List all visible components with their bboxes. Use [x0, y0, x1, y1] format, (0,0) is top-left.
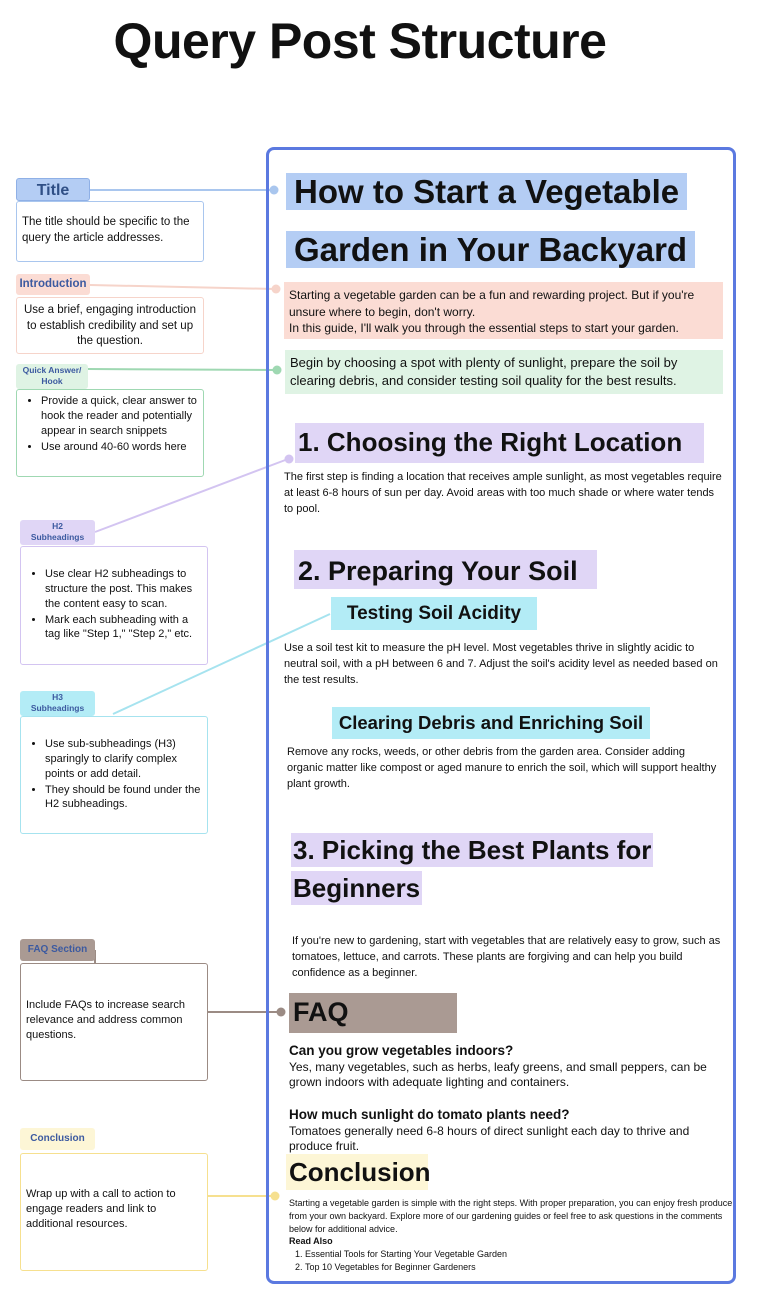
conclusion-annotation-text: Wrap up with a call to action to engage readers and link to additional resources. — [26, 1188, 176, 1230]
h3-testing-acidity: Testing Soil Acidity — [331, 597, 537, 630]
h2-annotation-item: • Mark each subheading with a tag like "Step 1," "Step 2," etc. — [45, 613, 203, 643]
h2-choosing-location-text: The first step is finding a location that receives ample sunlight, as most vegetables require at least 6-8 hours of sun per day. Avoid areas with too much shade or where water tends to pool. — [284, 471, 722, 515]
faq-answer: Yes, many vegetables, such as herbs, leafy greens, and small peppers, can be grown indoors with adequate lighting and containers. — [289, 1059, 707, 1090]
conclusion-tag: Conclusion — [20, 1128, 95, 1150]
h3-testing-acidity-text: Use a soil test kit to measure the pH level. Most vegetables thrive in slightly acidic to neutral soil, with a pH between 6 and 7. Adjust the soil's acidity level as needed based on the test results. — [284, 642, 718, 686]
article-title — [286, 166, 736, 275]
faq-question: Can you grow vegetables indoors? — [289, 1043, 514, 1058]
quick-answer-annotation-item: • Provide a quick, clear answer to hook the reader and potentially appear in search snippets — [41, 394, 199, 439]
faq-annotation-box — [20, 963, 208, 1081]
faq-question: How much sunlight do tomato plants need? — [289, 1107, 570, 1122]
h3-annotation-item: • Use sub-subheadings (H3) sparingly to clarify complex points or add detail. — [45, 737, 203, 782]
title-tag: Title — [16, 178, 90, 201]
conclusion-annotation-box — [20, 1153, 208, 1271]
h2-preparing-soil: 2. Preparing Your Soil — [294, 550, 597, 589]
h3-clearing-debris-text: Remove any rocks, weeds, or other debris from the garden area. Consider adding organic matter like compost or aged manure to enrich the soil, which will support healthy plant growth. — [287, 746, 717, 790]
connector-quick-answer — [88, 369, 276, 370]
read-also-link[interactable]: 2. Top 10 Vegetables for Beginner Gardeners — [305, 1261, 507, 1274]
h2-annotation-item: • Use clear H2 subheadings to structure the post. This makes the content easy to scan. — [45, 567, 203, 612]
quick-answer-tag — [16, 364, 88, 389]
article-introduction — [284, 282, 723, 339]
h2-picking-plants-line2: Beginners — [293, 873, 421, 903]
h2-picking-plants — [291, 831, 711, 907]
faq-item — [289, 1042, 719, 1091]
h3-tag-line1: H3 — [52, 692, 63, 702]
intro-paragraph-2: In this guide, I'll walk you through the essential steps to start your garden. — [289, 321, 679, 336]
quick-answer-tag-line2: Hook — [41, 376, 63, 386]
quick-answer-annotation-item: • Use around 40-60 words here — [41, 440, 199, 455]
read-also-label: Read Also — [289, 1236, 333, 1246]
connector-introduction — [90, 285, 275, 289]
article-quick-answer — [285, 350, 723, 394]
faq-item — [289, 1106, 719, 1155]
faq-tag: FAQ Section — [20, 939, 95, 961]
h2-tag-line2: Subheadings — [30, 532, 85, 542]
faq-heading: FAQ — [289, 993, 457, 1033]
quick-answer-annotation-list — [21, 394, 199, 454]
introduction-tag: Introduction — [16, 274, 90, 295]
h2-picking-plants-text: If you're new to gardening, start with vegetables that are relatively easy to grow, such as tomatoes, lettuce, and carrots. These plants are forgiving and can help you build confidence as a beginner. — [292, 935, 721, 979]
title-annotation-text: The title should be specific to the query the article addresses. — [22, 216, 190, 244]
read-also-list — [289, 1248, 507, 1274]
h3-tag — [20, 691, 95, 716]
intro-paragraph-1: Starting a vegetable garden can be a fun and rewarding project. But if you're unsure where to begin, don't worry. — [289, 288, 695, 319]
quick-answer-annotation-box — [16, 389, 204, 477]
h2-annotation-box — [20, 546, 208, 665]
article-title-line1: How to Start a Vegetable — [286, 173, 687, 210]
h2-annotation-list — [25, 567, 203, 642]
read-also-link[interactable]: 1. Essential Tools for Starting Your Vegetable Garden — [305, 1248, 507, 1261]
introduction-annotation-text: Use a brief, engaging introduction to establish credibility and set up the question. — [24, 304, 196, 348]
quick-answer-tag-line1: Quick Answer/ — [22, 365, 82, 375]
h2-choosing-location: 1. Choosing the Right Location — [295, 423, 704, 463]
h2-tag — [20, 520, 95, 545]
title-annotation-box — [16, 201, 204, 262]
page-title: Query Post Structure — [113, 13, 607, 69]
h3-annotation-item: • They should be found under the H2 subheadings. — [45, 783, 203, 813]
quick-answer-text: Begin by choosing a spot with plenty of sunlight, prepare the soil by clearing debris, and consider testing soil quality for the best results. — [290, 355, 678, 389]
h2-tag-line1: H2 — [52, 521, 63, 531]
h3-clearing-debris: Clearing Debris and Enriching Soil — [332, 707, 650, 739]
article-title-line2: Garden in Your Backyard — [286, 231, 695, 268]
h2-picking-plants-line1: 3. Picking the Best Plants for — [293, 835, 652, 865]
conclusion-heading: Conclusion — [286, 1154, 428, 1190]
introduction-annotation-box — [16, 297, 204, 354]
h3-tag-line2: Subheadings — [30, 703, 85, 713]
conclusion-text: Starting a vegetable garden is simple with the right steps. With proper preparation, you can enjoy fresh produce from your own backyard. Explore more of our gardening guides or feel free to ask questions in the comments below for additional advice. — [289, 1198, 733, 1234]
faq-annotation-text: Include FAQs to increase search relevance and address common questions. — [26, 999, 185, 1041]
h3-annotation-list — [25, 737, 203, 812]
faq-answer: Tomatoes generally need 6-8 hours of direct sunlight each day to thrive and produce fruit. — [289, 1123, 690, 1154]
h3-annotation-box — [20, 716, 208, 834]
